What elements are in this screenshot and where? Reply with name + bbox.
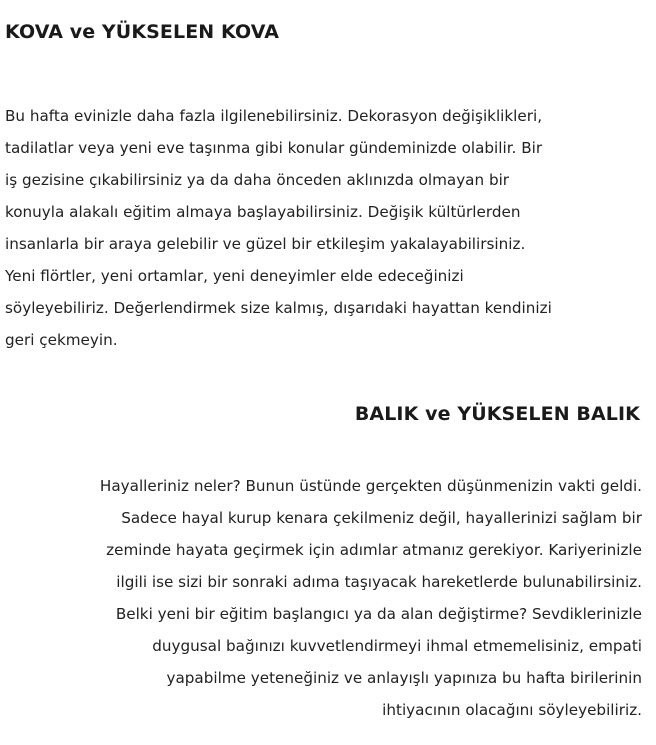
balik-paragraph-line: ilgili ise sizi bir sonraki adıma taşıyacak hareketlerde bulunabilirsiniz. — [116, 573, 642, 591]
kova-heading: KOVA ve YÜKSELEN KOVA — [5, 21, 280, 43]
balik-paragraph-line: Sadece hayal kurup kenara çekilmeniz değil, hayallerinizi sağlam bir — [121, 509, 642, 527]
kova-paragraph-line: geri çekmeyin. — [5, 331, 118, 349]
kova-paragraph-line: tadilatlar veya yeni eve taşınma gibi konular gündeminizde olabilir. Bir — [5, 139, 543, 157]
kova-paragraph-line: Yeni flörtler, yeni ortamlar, yeni deneyimler elde edeceğinizi — [5, 267, 464, 285]
balik-heading: BALIK ve YÜKSELEN BALIK — [354, 403, 640, 425]
balik-paragraph-line: yapabilme yeteneğiniz ve anlayışlı yapınıza bu hafta birilerinin — [166, 669, 642, 687]
balik-paragraph-line: Belki yeni bir eğitim başlangıcı ya da alan değiştirme? Sevdiklerinizle — [115, 605, 642, 623]
balik-paragraph-line: duygusal bağınızı kuvvetlendirmeyi ihmal etmemelisiniz, empati — [152, 637, 642, 655]
kova-paragraph-line: söyleyebiliriz. Değerlendirmek size kalmış, dışarıdaki hayattan kendinizi — [5, 299, 552, 317]
kova-paragraph-line: iş gezisine çıkabilirsiniz ya da daha önceden aklınızda olmayan bir — [5, 171, 510, 189]
kova-paragraph-line: insanlarla bir araya gelebilir ve güzel bir etkileşim yakalayabilirsiniz. — [5, 235, 526, 253]
balik-paragraph-line: Hayalleriniz neler? Bunun üstünde gerçekten düşünmenizin vakti geldi. — [99, 477, 642, 495]
kova-paragraph-line: konuyla alakalı eğitim almaya başlayabilirsiniz. Değişik kültürlerden — [5, 203, 521, 221]
kova-paragraph-line: Bu hafta evinizle daha fazla ilgilenebilirsiniz. Dekorasyon değişiklikleri, — [5, 107, 543, 125]
balik-paragraph-line: zeminde hayata geçirmek için adımlar atmanız gerekiyor. Kariyerinizle — [106, 541, 642, 559]
balik-paragraph-line: ihtiyacının olacağını söyleyebiliriz. — [382, 701, 642, 719]
